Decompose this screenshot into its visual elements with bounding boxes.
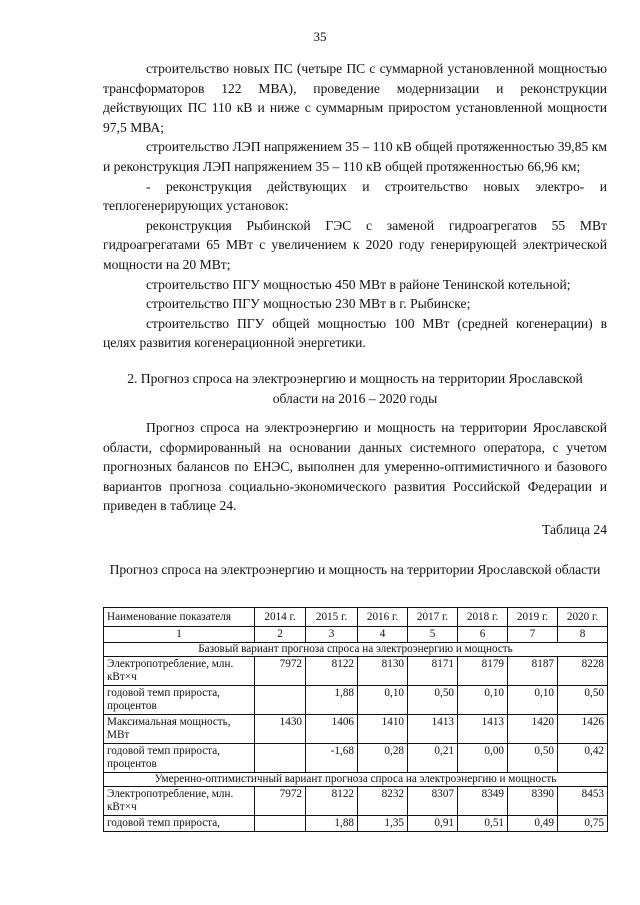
row-label: годовой темп прироста, [104, 816, 255, 832]
table-row [104, 816, 608, 832]
table-cell: 0,50 [558, 686, 608, 715]
row-label: Электропотребление, млн. кВт×ч [104, 787, 255, 816]
table-cell: 0,49 [508, 816, 558, 832]
table-cell: 1413 [458, 715, 508, 744]
paragraph: строительство новых ПС (четыре ПС с суммарной установленной мощностью трансформаторов 122 МВА), проведение модернизации и реконструкции действующих ПС 110 кВ и ниже с суммарным приростом установленной мощности 97,5 МВА; [103, 61, 607, 135]
table-cell: 0,75 [558, 816, 608, 832]
table-cell: 8390 [508, 787, 558, 816]
table-cell: 0,50 [508, 744, 558, 773]
row-label: Максимальная мощность, МВт [104, 715, 255, 744]
column-number-row [104, 627, 608, 643]
paragraph: строительство ПГУ мощностью 230 МВт в г. Рыбинске; [146, 296, 471, 312]
header-cell: 2017 г. [408, 608, 458, 627]
table-title: Прогноз спроса на электроэнергию и мощность на территории Ярославской области [109, 562, 601, 577]
table-cell: 0,91 [408, 816, 458, 832]
row-label: годовой темп прироста, процентов [104, 686, 255, 715]
table-cell: 0,28 [358, 744, 408, 773]
header-cell: 2014 г. [255, 608, 306, 627]
table-cell: 0,42 [558, 744, 608, 773]
row-label: годовой темп прироста, процентов [104, 744, 255, 773]
table-cell: 0,10 [358, 686, 408, 715]
table-row [104, 744, 608, 773]
table-cell: 1,35 [358, 816, 408, 832]
row-label: Электропотребление, млн. кВт×ч [104, 657, 255, 686]
table-cell: 8228 [558, 657, 608, 686]
table-cell: 1406 [306, 715, 358, 744]
table-cell: 0,50 [408, 686, 458, 715]
table-cell: 8349 [458, 787, 508, 816]
table-cell [255, 686, 306, 715]
table-cell: 0,21 [408, 744, 458, 773]
column-number-cell: 7 [508, 627, 558, 643]
table-row [104, 657, 608, 686]
table-cell: 7972 [255, 657, 306, 686]
table-cell: 1426 [558, 715, 608, 744]
table-row [104, 715, 608, 744]
table-cell: 8171 [408, 657, 458, 686]
table-header-row [104, 608, 608, 627]
table-cell: -1,68 [306, 744, 358, 773]
table-row [104, 686, 608, 715]
paragraph: строительство ПГУ мощностью 450 МВт в районе Тенинской котельной; [146, 276, 571, 292]
table-cell: 7972 [255, 787, 306, 816]
table-cell: 8122 [306, 787, 358, 816]
table-cell: 1,88 [306, 816, 358, 832]
table-section-row [104, 773, 608, 787]
column-number-cell: 1 [104, 627, 255, 643]
paragraph: строительство ЛЭП напряжением 35 – 110 кВ общей протяженностью 39,85 км и реконструкция ЛЭП напряжением 35 – 110 кВ общей протяженностью 66,96 км; [103, 139, 607, 174]
section-heading: 2. Прогноз спроса на электроэнергию и мощность на территории Ярославской области на 2016 – 2020 годы [127, 371, 583, 406]
table-cell: 8232 [358, 787, 408, 816]
table-cell: 1410 [358, 715, 408, 744]
table-section-row [104, 643, 608, 657]
header-cell: 2016 г. [358, 608, 408, 627]
table-cell: 0,10 [458, 686, 508, 715]
column-number-cell: 8 [558, 627, 608, 643]
paragraph: - реконструкция действующих и строительство новых электро- и теплогенерирующих установок: [103, 178, 607, 214]
table-cell: 1,88 [306, 686, 358, 715]
table-cell: 0,51 [458, 816, 508, 832]
header-cell: 2018 г. [458, 608, 508, 627]
column-number-cell: 3 [306, 627, 358, 643]
table-row [104, 787, 608, 816]
column-number-cell: 2 [255, 627, 306, 643]
column-number-cell: 6 [458, 627, 508, 643]
table-cell: 1430 [255, 715, 306, 744]
section-label: Умеренно-оптимистичный вариант прогноза спроса на электроэнергию и мощность [104, 773, 608, 787]
column-number-cell: 5 [408, 627, 458, 643]
paragraph: Прогноз спроса на электроэнергию и мощность на территории Ярославской области, сформированный на основании данных системного оператора, с учетом прогнозных балансов по ЕНЭС, выполнен для умеренно-оптимистичного и базового вариантов прогноза социально-экономического развития Российской Федерации и приведен в таблице 24. [103, 420, 607, 514]
section-label: Базовый вариант прогноза спроса на электроэнергию и мощность [104, 643, 608, 657]
table-cell: 1420 [508, 715, 558, 744]
paragraph: строительство ПГУ общей мощностью 100 МВт (средней когенерации) в целях развития когенерационной энергетики. [103, 315, 607, 351]
table-cell [255, 744, 306, 773]
table-cell: 8130 [358, 657, 408, 686]
table-cell: 8307 [408, 787, 458, 816]
table-cell: 8453 [558, 787, 608, 816]
header-cell: 2019 г. [508, 608, 558, 627]
table-cell [255, 816, 306, 832]
header-cell: Наименование показателя [104, 608, 255, 627]
table-cell: 8187 [508, 657, 558, 686]
page-number: 35 [313, 29, 327, 44]
table-cell: 8122 [306, 657, 358, 686]
table-cell: 1413 [408, 715, 458, 744]
table-label: Таблица 24 [542, 522, 607, 537]
column-number-cell: 4 [358, 627, 408, 643]
forecast-table [103, 607, 608, 832]
paragraph: реконструкция Рыбинской ГЭС с заменой гидроагрегатов 55 МВт гидроагрегатами 65 МВт с увеличением к 2020 году генерирующей электрической мощности на 20 МВт; [103, 217, 607, 272]
header-cell: 2015 г. [306, 608, 358, 627]
body-text [103, 59, 607, 353]
header-cell: 2020 г. [558, 608, 608, 627]
table-cell: 0,00 [458, 744, 508, 773]
table-cell: 0,10 [508, 686, 558, 715]
table-cell: 8179 [458, 657, 508, 686]
